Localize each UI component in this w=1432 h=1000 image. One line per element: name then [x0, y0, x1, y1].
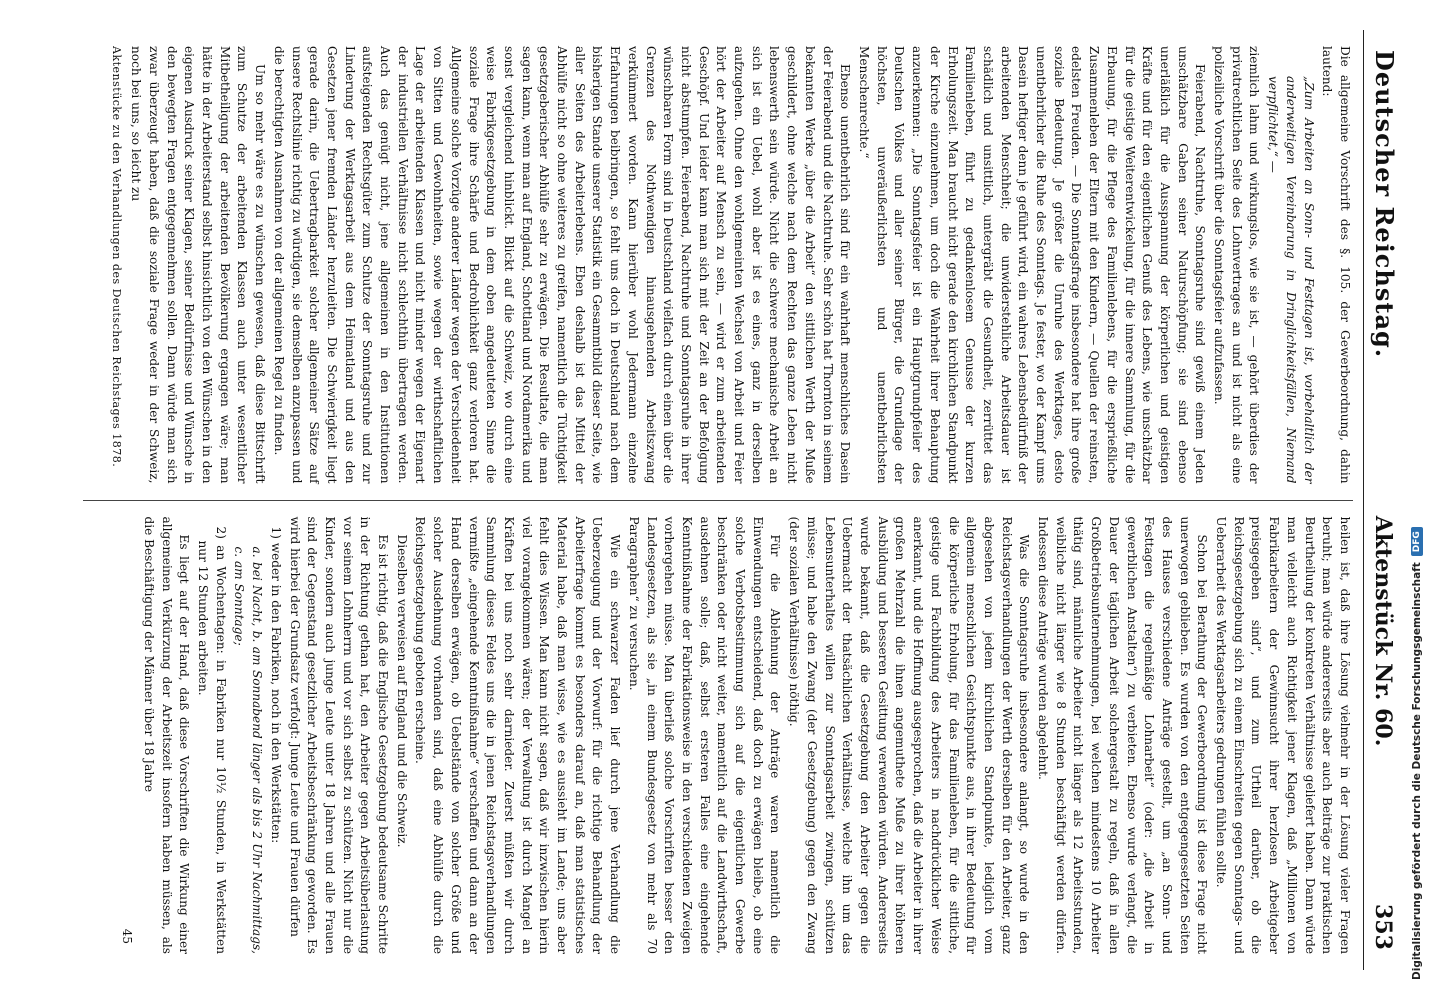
digitization-credit — [1406, 0, 1428, 980]
paragraph: Dieselben verweisen auf England und die Schweiz. — [394, 534, 409, 848]
document-number: Aktenstück Nr. 60. — [1370, 515, 1396, 747]
paragraph: Es ist richtig, daß die Englische Gesetzgebung bedeutsame Schritte in der Richtung gethan hat, den Arbeiter gegen Arbeitsüberlastung vor seinem Lohnherrn und vor sich selbst zu schützen. Nicht nur die Kinder, sondern auch junge Leute unter 18 Jahren und alle Frauen sind der Gegenstand gesetzlicher Arbeitsbeschränkung geworden. Es wird hierbei der Grundsatz verfolgt: Junge Leute und Frauen dürfen — [287, 516, 391, 954]
paragraph: Um so mehr wäre es zu wünschen gewesen, daß diese Bittschrift zum Schutze der arbeitenden Klassen auch unter wesentlicher Mitbetheiligung der arbeitenden Bevölkerung ergangen wäre; man hätte in der Arbeiterstand selbst hinsichtlich von den Wünschen in den eigenen Ausdruck seiner Klagen, seiner Bedürfnisse und Wünsche in den bewegten Fragen entgegennehmen sollen. Dann würde man sich zwar überzeugt haben, daß die soziale Frage weder in der Schweiz, noch bei uns, so leicht zu — [129, 46, 268, 484]
text-columns — [83, 30, 1353, 970]
paragraph: Was die Sonntagsruhe insbesondere anlangt, so wurde in den Reichstagsverhandlungen der Werth derselben für den Arbeiter, ganz abgesehen von jedem kirchlichen Standpunkte, lediglich vom allgemein menschlichen Gesichtspunkte aus, in ihrer Bedeutung für die körperliche Erholung, für das Familienleben, für die sittliche, geistige und Fachbildung des Arbeiters in nachdrücklicher Weise anerkannt, und die Hoffnung ausgesprochen, daß die Arbeiter in ihrer großen Mehrzahl die ihnen angemuthete Muße zu ihrer höheren Ausbildung und besseren Gesittung verwenden würden. Andererseits wurde bekannt, daß die Gesetzgebung den Arbeiter gegen die Uebermacht der thatsächlichen Verhältnisse, welche ihn um das Lebensunterhaltes willen zur Sonntagsarbeit zwingen, schützen müsse; und habe den Zwang (der Gesetzgebung) gegen den Zwang (der sozialen Verhältnisse) nöthig. — [787, 516, 1032, 954]
paragraph: Die allgemeine Vorschrift des §. 105. der Gewerbeordnung, dahin lautend: — [1320, 46, 1352, 484]
sub-list-item: a. bei Nacht, b. am Sonnabend länger als bis 2 Uhr Nachmittags, c. am Sonntage; — [232, 546, 265, 954]
list-item: 2) an Wochentagen: in Fabriken nur 10½ Stunden, in Werkstätten nur 12 Stunden arbeiten. — [196, 526, 228, 954]
page-number: 353 — [1370, 904, 1396, 950]
page-header — [1363, 30, 1410, 970]
paragraph: Feierabend, Nachtruhe, Sonntagsruhe sind gewiß einem Jeden unschätzbare Gaben seiner Naturschöpfung; sie sind ebenso unerläßlich für die Ausspannung der körperlichen und geistigen Kräfte und für den eigentlichen Genuß des Lebens, wie unschätzbar für die geistige Weiterentwickelung, für die innere Sammlung, für die Erbauung, für die Pflege des Familienlebens, für die ersprießliche Zusammenleben der Eltern mit den Kindern, — Quellen der reinsten, edelsten Freuden. — Die Sonntagsfrage insbesondere hat ihre große soziale Bedeutung. Je größer die Unruhe des Werktages, desto unentbehrlicher die Ruhe des Sonntags. Je fester, wo der Kampf ums Dasein heftiger denn je geführt wird, ein wahres Lebensbedürfniß der arbeitenden Menschheit; die unwiderstehliche Arbeitsdauer ist schädlich und unsittlich, untergräbt die Gesundheit, zerrüttet das Familienleben, führt zu gedankenlosem Genusse der kurzen Erholungszeit. Man braucht nicht gerade den kirchlichen Standpunkt der Kirche einzunehmen, um doch die Wahrheit ihrer Behauptung anzuerkennen: „Die Sonntagsfeier ist ein Hauptgrundpfeiler des Deutschen Volkes und aller seiner Bürger, die Grundlage der höchsten, unveräußerlichsten und unentbehrlichsten Menschenrechte.“ — [857, 46, 1208, 484]
left-column — [83, 30, 1353, 500]
credit-text: Digitalisierung gefördert durch die Deutsche Forschungsgemeinschaft — [1411, 562, 1423, 980]
list-item: 1) weder in den Fabriken, noch in den Werkstätten: — [268, 526, 283, 844]
paragraph: Wie ein schwarzer Faden lief durch jene Verhandlung die Ueberzeugung und der Vorwurf: für die richtige Behandlung der Arbeiterfrage kommt es besonders darauf an, daß man statistisches Material habe, daß man wisse, wie es aussieht im Lande; uns aber fehlt dies Wissen. Man kann nicht sagen, daß wir inzwischen hierin viel vorangekommen wären; der Verwaltung ist durch Mangel an Kräften bei uns noch sehr darnieder. Zuerst müßten wir durch Sammlung dieses Feldes uns die in jenen Reichstagsverhandlungen vermißte „eingehende Kenntnißnahme“ verschaffen und dann an der Hand derselben erwägen, ob Uebelstände von solcher Größe und solcher Ausdehnung vorhanden sind, daß eine Abhülfe durch die Reichsgesetzgebung geboten erscheine. — [413, 516, 623, 954]
paragraph: ziemlich lahm und wirkungslos, wie sie ist, — gehört überdies der privatrechtlichen Seite des Lohnvertrages an und ist nicht als eine polizeiliche Vorschrift über die Sonntagsfeier aufzufassen. — [1212, 46, 1262, 484]
publication-title: Deutscher Reichstag. — [1370, 50, 1399, 359]
quoted-paragraph: „Zum Arbeiten an Sonn- und Festtagen ist, vorbehaltlich der anderweitigen Vereinbarung in Dringlichkeitsfällen, Niemand verpflichtet,“ — — [1266, 76, 1316, 484]
paragraph: heilen ist, daß ihre Lösung vielmehr in der Lösung vieler Fragen beruht; man würde andererseits aber auch Beiträge zur praktischen Beurtheilung der konkreten Verhältnisse geliefert haben. Dann würde man vielleicht auch Richtigkeit jener Klagen, daß „Millionen von Fabrikarbeitern der Gewinnsucht ihrer herzlosen Arbeitgeber preisgegeben sind“, und zum Urtheil darüber, ob die Reichsgesetzgebung sich zu einem Einschreiten gegen Sonntags- und Ueberarbeit des Werktagsarbeiters gedrungen fühlen sollte. — [1214, 516, 1352, 954]
right-column — [83, 500, 1353, 971]
paragraph: Schon bei Berathung der Gewerbeordnung ist diese Frage nicht unerwogen geblieben. Es wurden von den entgegengesetzten Seiten des Hauses verschiedene Anträge gestellt, um „an Sonn- und Festtagen die regelmäßige Lohnarbeit“ (oder: „die Arbeit in gewerblichen Anstalten“) zu verbieten. Ebenso wurde verlangt, die Dauer der täglichen Arbeit solchergestalt zu regeln, daß in allen Großbetriebsunternehmungen, bei welchen mindestens 10 Arbeiter thätig sind, männliche Arbeiter nicht länger als 12 Arbeitsstunden, weibliche nicht länger wie 8 Stunden beschäftigt werden dürfen. Indessen diese Anträge wurden abgelehnt. — [1036, 516, 1210, 954]
sheet-number: 45 — [120, 928, 135, 944]
paragraph: Für die Ablehnung der Anträge waren namentlich die Einwendungen entscheidend, daß doch zu erwägen bleibe, ob eine solche Verbotsbestimmung sich auf die eigentlichen Gewerbe beschränken oder nicht weiter, namentlich auf die Landwirthschaft, ausdehnen solle; daß, selbst ersteren Falles eine eingehende Kenntnißnahme der Fabrikationsweise in den verschiedenen Zweigen vorhergehen müsse. Man überließ solche Vorschriften besser den Landesgesetzen, als sie „in einem Bundesgesetz von mehr als 70 Paragraphen“ zu versuchen. — [626, 516, 783, 954]
dfg-logo: DFG — [1411, 527, 1423, 556]
footer-signature: Aktenstücke zu den Verhandlungen des Deutschen Reichstages 1878. — [110, 46, 124, 468]
paragraph: Es liegt auf der Hand, daß diese Vorschriften die Wirkung einer allgemeinen Verkürzung der Arbeitszeit insofern haben müssen, als die Beschäftigung der Männer über 18 Jahre — [141, 516, 192, 954]
paragraph: Ebenso unentbehrlich sind für ein wahrhaft menschliches Dasein der Feierabend und die Nachtruhe. Sehr schön hat Thornton in seinem bekannten Werke „über die Arbeit“ den sittlichen Werth der Muße geschildert, ohne welche nach dem Rechten das ganze Leben nicht lebenswerth sein würde. Nicht die schwere mechanische Arbeit an sich ist ein Uebel, wohl aber ist es eines, ganz in derselben aufzugehen. Ohne den wohlgemeinten Wechsel von Arbeit und Feier hört der Arbeiter auf Mensch zu sein, — wird er zum arbeitenden Geschöpf. Und leider kann man sich mit der Zeit an der Befolgung nicht abstumpfen. Feierabend, Nachtruhe und Sonntagsruhe in ihrer wünschbaren Form sind in Deutschland vielfach durch einen über die Grenzen des Nothwendigen hinausgehenden Arbeitszwang verkümmert worden. Kann hierüber wohl Jedermann einzelne Erfahrungen beibringen, so fehlt uns doch in Deutschland nach dem bisherigen Stande unserer Statistik ein Gesammtbild dieser Seite, wie aller Seiten des Arbeiterlebens. Eben deshalb ist das Mittel der Abhülfe nicht so ohne weiteres zu greifen, namentlich die Tüchtigkeit gesetzgeberischer Abhülfe sehr zu erwägen. Die Resultate, die man sagen kann, wenn man auf England, Schottland und Nordamerika und sonst vergleichend hinblickt. Blickt auf die Schweiz, wo durch eine weise Fabrikgesetzgebung in dem oben angedeuteten Sinne die soziale Frage ihre Schärfe und Bedrohlichkeit ganz verloren hat. Allgemeine solche Vorzüge anderer Länder wegen der Verschiedenheit von Sitten und Gewohnheiten, sowie wegen der wirthschaftlichen Lage der arbeitenden Klassen und nicht minder wegen der Eigenart der industriellen Verhältnisse nicht schlechthin übertragen werden. Auch das genügt nicht, jene allgemeinen in den Institutionen aufsteigenden Rechtsgüter zum Schutze der Sonntagsruhe und zur Linderung der Werktagsarbeit aus dem Heimatland und aus den Gesetzen jener fremden Länder herzuleiten. Die Schwierigkeit liegt gerade darin, die Uebertragbarkeit solcher allgemeiner Sätze auf unsere Rechtslinie richtig zu würdigen, sie demselben anzupassen und die berechtigten Ausnahmen von der allgemeinen Regel zu finden. — [271, 46, 853, 484]
